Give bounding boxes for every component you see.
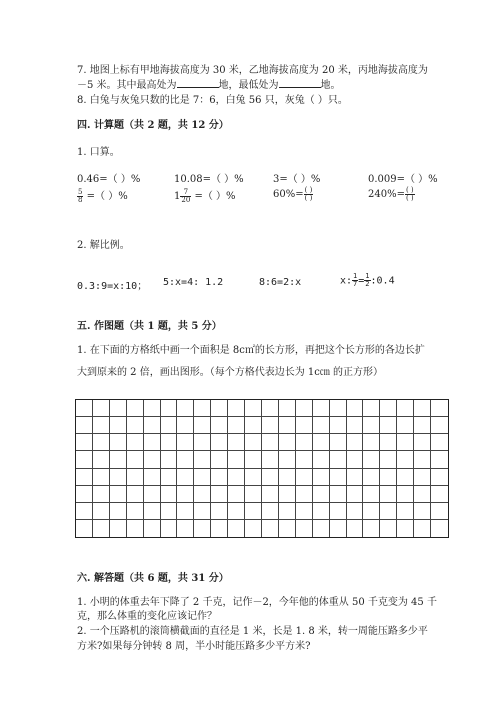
grid-cell[interactable]: [127, 469, 144, 486]
grid-cell[interactable]: [177, 451, 194, 468]
grid-cell[interactable]: [414, 400, 431, 417]
grid-cell[interactable]: [431, 520, 448, 537]
grid-cell[interactable]: [211, 417, 228, 434]
square-grid-paper[interactable]: [75, 399, 449, 538]
grid-cell[interactable]: [127, 451, 144, 468]
grid-cell[interactable]: [431, 417, 448, 434]
grid-cell[interactable]: [313, 417, 330, 434]
grid-cell[interactable]: [93, 503, 110, 520]
grid-cell[interactable]: [296, 469, 313, 486]
grid-cell[interactable]: [161, 417, 178, 434]
grid-cell[interactable]: [347, 503, 364, 520]
section6-q2-line2: 方米?如果每分钟转 8 周，半小时能压路多少平方米?: [77, 641, 311, 652]
grid-cell[interactable]: [330, 451, 347, 468]
q7-line1: 7. 地图上标有甲地海拔高度为 30 米，乙地海拔高度为 20 米，丙地海拔高度为: [77, 65, 428, 76]
grid-cell[interactable]: [194, 520, 211, 537]
grid-cell[interactable]: [177, 417, 194, 434]
grid-cell[interactable]: [347, 451, 364, 468]
q7-text-a: －5 米。其中最高处为: [77, 80, 177, 91]
oral-calc-3: 3=（ ）%: [273, 174, 321, 185]
grid-cell[interactable]: [330, 520, 347, 537]
grid-cell[interactable]: [380, 434, 397, 451]
grid-cell[interactable]: [397, 417, 414, 434]
grid-cell[interactable]: [363, 469, 380, 486]
grid-cell[interactable]: [363, 434, 380, 451]
grid-cell[interactable]: [93, 486, 110, 503]
grid-cell[interactable]: [262, 520, 279, 537]
grid-cell[interactable]: [110, 400, 127, 417]
grid-cell[interactable]: [161, 400, 178, 417]
section6-q1-line1: 1. 小明的体重去年下降了 2 千克，记作－2，今年他的体重从 50 千克变为 45 千: [77, 597, 437, 608]
grid-cell[interactable]: [194, 400, 211, 417]
grid-cell[interactable]: [313, 520, 330, 537]
grid-cell[interactable]: [313, 503, 330, 520]
section5-q1-line2: 大到原来的 2 倍，画出图形。（每个方格代表边长为 1c㎝ 的正方形）: [77, 367, 384, 378]
oral-calc-2: 10.08=（ ）%: [174, 174, 244, 185]
grid-cell[interactable]: [228, 434, 245, 451]
grid-cell[interactable]: [110, 520, 127, 537]
grid-cell[interactable]: [245, 434, 262, 451]
grid-cell[interactable]: [347, 417, 364, 434]
grid-cell[interactable]: [262, 417, 279, 434]
grid-cell[interactable]: [161, 451, 178, 468]
grid-cell[interactable]: [330, 486, 347, 503]
grid-cell[interactable]: [228, 486, 245, 503]
grid-cell[interactable]: [363, 400, 380, 417]
grid-cell[interactable]: [76, 520, 93, 537]
grid-cell[interactable]: [194, 451, 211, 468]
grid-cell[interactable]: [397, 503, 414, 520]
section6-q2-line1: 2. 一个压路机的滚筒横截面的直径是 1 米，长是 1. 8 米，转一周能压路多少平: [77, 626, 428, 637]
grid-cell[interactable]: [262, 503, 279, 520]
grid-cell[interactable]: [431, 503, 448, 520]
grid-cell[interactable]: [127, 486, 144, 503]
proportion-4: x: $\frac{1}{7}$ = $\frac{1}{2}$ :0.4: [340, 272, 395, 288]
grid-cell[interactable]: [127, 434, 144, 451]
grid-cell[interactable]: [414, 451, 431, 468]
proportion-2: 5:x=4: 1.2: [163, 277, 224, 288]
grid-cell[interactable]: [177, 469, 194, 486]
grid-cell[interactable]: [76, 417, 93, 434]
grid-cell[interactable]: [110, 503, 127, 520]
grid-cell[interactable]: [279, 469, 296, 486]
q7-text-c: 地。: [320, 80, 341, 91]
grid-cell[interactable]: [279, 486, 296, 503]
grid-cell[interactable]: [262, 434, 279, 451]
grid-cell[interactable]: [262, 486, 279, 503]
grid-cell[interactable]: [76, 486, 93, 503]
grid-cell[interactable]: [296, 520, 313, 537]
fraction: $\frac{7}{20}$: [181, 188, 191, 204]
grid-cell[interactable]: [245, 400, 262, 417]
grid-cell[interactable]: [347, 469, 364, 486]
grid-cell[interactable]: [194, 417, 211, 434]
grid-cell[interactable]: [279, 503, 296, 520]
grid-cell[interactable]: [414, 503, 431, 520]
grid-cell[interactable]: [161, 469, 178, 486]
grid-cell[interactable]: [330, 400, 347, 417]
grid-cell[interactable]: [177, 400, 194, 417]
grid-cell[interactable]: [431, 486, 448, 503]
grid-cell[interactable]: [262, 400, 279, 417]
grid-cell[interactable]: [127, 417, 144, 434]
grid-cell[interactable]: [380, 503, 397, 520]
grid-cell[interactable]: [144, 417, 161, 434]
grid-cell[interactable]: [313, 469, 330, 486]
grid-cell[interactable]: [228, 469, 245, 486]
grid-cell[interactable]: [380, 486, 397, 503]
grid-cell[interactable]: [144, 434, 161, 451]
grid-cell[interactable]: [93, 451, 110, 468]
grid-cell[interactable]: [93, 434, 110, 451]
section5-q1-line1: 1. 在下面的方格纸中画一个面积是 8c㎡的长方形，再把这个长方形的各边长扩: [77, 345, 425, 356]
grid-cell[interactable]: [211, 503, 228, 520]
grid-cell[interactable]: [296, 400, 313, 417]
grid-cell[interactable]: [161, 434, 178, 451]
grid-cell[interactable]: [262, 451, 279, 468]
grid-cell[interactable]: [76, 434, 93, 451]
grid-cell[interactable]: [144, 451, 161, 468]
oral-calc-8: 240%= $\frac{( )}{( )}$: [368, 186, 414, 202]
grid-cell[interactable]: [228, 417, 245, 434]
grid-cell[interactable]: [380, 400, 397, 417]
grid-cell[interactable]: [347, 400, 364, 417]
grid-cell[interactable]: [76, 503, 93, 520]
grid-cell[interactable]: [330, 417, 347, 434]
grid-cell[interactable]: [245, 417, 262, 434]
grid-cell[interactable]: [414, 469, 431, 486]
grid-cell[interactable]: [110, 417, 127, 434]
grid-cell[interactable]: [330, 469, 347, 486]
grid-cell[interactable]: [431, 451, 448, 468]
proportion-3: 8:6=2:x: [259, 277, 302, 288]
grid-cell[interactable]: [211, 520, 228, 537]
grid-cell[interactable]: [110, 486, 127, 503]
grid-cell[interactable]: [380, 417, 397, 434]
grid-cell[interactable]: [177, 434, 194, 451]
fraction: $\frac{( )}{( )}$: [405, 186, 414, 202]
grid-cell[interactable]: [279, 520, 296, 537]
grid-cell[interactable]: [380, 520, 397, 537]
grid-cell[interactable]: [397, 451, 414, 468]
grid-cell[interactable]: [161, 486, 178, 503]
grid-cell[interactable]: [93, 520, 110, 537]
grid-cell[interactable]: [397, 520, 414, 537]
grid-cell[interactable]: [296, 451, 313, 468]
grid-cell[interactable]: [76, 400, 93, 417]
grid-cell[interactable]: [431, 400, 448, 417]
grid-cell[interactable]: [347, 434, 364, 451]
grid-cell[interactable]: [313, 486, 330, 503]
grid-cell[interactable]: [245, 469, 262, 486]
grid-cell[interactable]: [211, 486, 228, 503]
grid-cell[interactable]: [397, 434, 414, 451]
fraction: $\frac{1}{2}$: [365, 272, 370, 288]
grid-cell[interactable]: [110, 451, 127, 468]
grid-cell[interactable]: [414, 434, 431, 451]
grid-cell[interactable]: [279, 417, 296, 434]
grid-cell[interactable]: [228, 451, 245, 468]
grid-cell[interactable]: [431, 469, 448, 486]
grid-cell[interactable]: [397, 486, 414, 503]
q7-text-b: 地，最低处为: [218, 80, 279, 91]
grid-cell[interactable]: [414, 486, 431, 503]
grid-cell[interactable]: [144, 520, 161, 537]
proportion-1: 0.3:9=x:10；: [77, 281, 148, 292]
grid-cell[interactable]: [279, 434, 296, 451]
section4-title: 四. 计算题（共 2 题，共 12 分）: [77, 120, 229, 131]
q8-text: 8. 白兔与灰兔只数的比是 7：6，白兔 56 只，灰兔（ ）只。: [77, 95, 348, 106]
fraction: $\frac{1}{7}$: [353, 272, 358, 288]
grid-cell[interactable]: [194, 469, 211, 486]
grid-cell[interactable]: [380, 451, 397, 468]
grid-cell[interactable]: [144, 469, 161, 486]
oral-calc-6: 1 $\frac{7}{20}$ =（ ）%: [174, 188, 236, 204]
grid-cell[interactable]: [296, 417, 313, 434]
grid-cell[interactable]: [279, 451, 296, 468]
grid-cell[interactable]: [127, 520, 144, 537]
grid-cell[interactable]: [313, 434, 330, 451]
grid-cell[interactable]: [363, 503, 380, 520]
grid-cell[interactable]: [363, 451, 380, 468]
grid-cell[interactable]: [380, 469, 397, 486]
grid-cell[interactable]: [211, 434, 228, 451]
grid-cell[interactable]: [330, 434, 347, 451]
oral-calc-7: 60%= $\frac{( )}{( )}$: [273, 186, 313, 202]
grid-cell[interactable]: [330, 503, 347, 520]
grid-cell[interactable]: [76, 469, 93, 486]
grid-cell[interactable]: [397, 469, 414, 486]
section5-title: 五. 作图题（共 1 题，共 5 分）: [77, 321, 222, 332]
grid-cell[interactable]: [414, 520, 431, 537]
grid-cell[interactable]: [228, 400, 245, 417]
grid-cell[interactable]: [313, 451, 330, 468]
grid-cell[interactable]: [347, 520, 364, 537]
grid-cell[interactable]: [144, 503, 161, 520]
grid-cell[interactable]: [347, 486, 364, 503]
grid-cell[interactable]: [177, 503, 194, 520]
section4-q2-label: 2. 解比例。: [77, 240, 130, 251]
grid-cell[interactable]: [93, 417, 110, 434]
grid-cell[interactable]: [313, 400, 330, 417]
section4-q1-label: 1. 口算。: [77, 147, 120, 158]
oral-calc-4: 0.009=（ ）%: [368, 174, 438, 185]
grid-cell[interactable]: [245, 520, 262, 537]
answer-blank-lowest[interactable]: [279, 78, 321, 88]
grid-cell[interactable]: [211, 469, 228, 486]
oral-calc-5: $\frac{5}{8}$ =（ ）%: [78, 188, 128, 204]
grid-cell[interactable]: [262, 469, 279, 486]
grid-cell[interactable]: [296, 486, 313, 503]
section6-q1-line2: 克，那么体重的变化应该记作？: [77, 611, 217, 622]
grid-cell[interactable]: [363, 486, 380, 503]
grid-cell[interactable]: [211, 451, 228, 468]
section6-title: 六. 解答题（共 6 题，共 31 分）: [77, 573, 229, 584]
grid-cell[interactable]: [228, 520, 245, 537]
grid-cell[interactable]: [144, 400, 161, 417]
grid-cell[interactable]: [76, 451, 93, 468]
grid-cell[interactable]: [245, 486, 262, 503]
grid-cell[interactable]: [110, 469, 127, 486]
oral-calc-1: 0.46=（ ）%: [77, 174, 141, 185]
answer-blank-highest[interactable]: [177, 78, 219, 88]
q7-line2: [77, 76, 341, 91]
grid-cell[interactable]: [211, 400, 228, 417]
grid-cell[interactable]: [93, 469, 110, 486]
grid-cell[interactable]: [93, 400, 110, 417]
grid-cell[interactable]: [110, 434, 127, 451]
grid-cell[interactable]: [431, 434, 448, 451]
grid-cell[interactable]: [296, 503, 313, 520]
grid-cell[interactable]: [194, 503, 211, 520]
grid-cell[interactable]: [194, 486, 211, 503]
grid-cell[interactable]: [414, 417, 431, 434]
grid-cell[interactable]: [279, 400, 296, 417]
grid-cell[interactable]: [144, 486, 161, 503]
grid-cell[interactable]: [161, 503, 178, 520]
fraction: $\frac{5}{8}$: [78, 188, 83, 204]
grid-cell[interactable]: [363, 417, 380, 434]
grid-cell[interactable]: [177, 520, 194, 537]
grid-cell[interactable]: [296, 434, 313, 451]
grid-cell[interactable]: [127, 503, 144, 520]
fraction: $\frac{( )}{( )}$: [304, 186, 313, 202]
grid-cell[interactable]: [228, 503, 245, 520]
grid-cell[interactable]: [127, 400, 144, 417]
grid-cell[interactable]: [245, 451, 262, 468]
grid-cell[interactable]: [177, 486, 194, 503]
grid-cell[interactable]: [397, 400, 414, 417]
grid-cell[interactable]: [194, 434, 211, 451]
grid-cell[interactable]: [245, 503, 262, 520]
grid-cell[interactable]: [363, 520, 380, 537]
grid-cell[interactable]: [161, 520, 178, 537]
